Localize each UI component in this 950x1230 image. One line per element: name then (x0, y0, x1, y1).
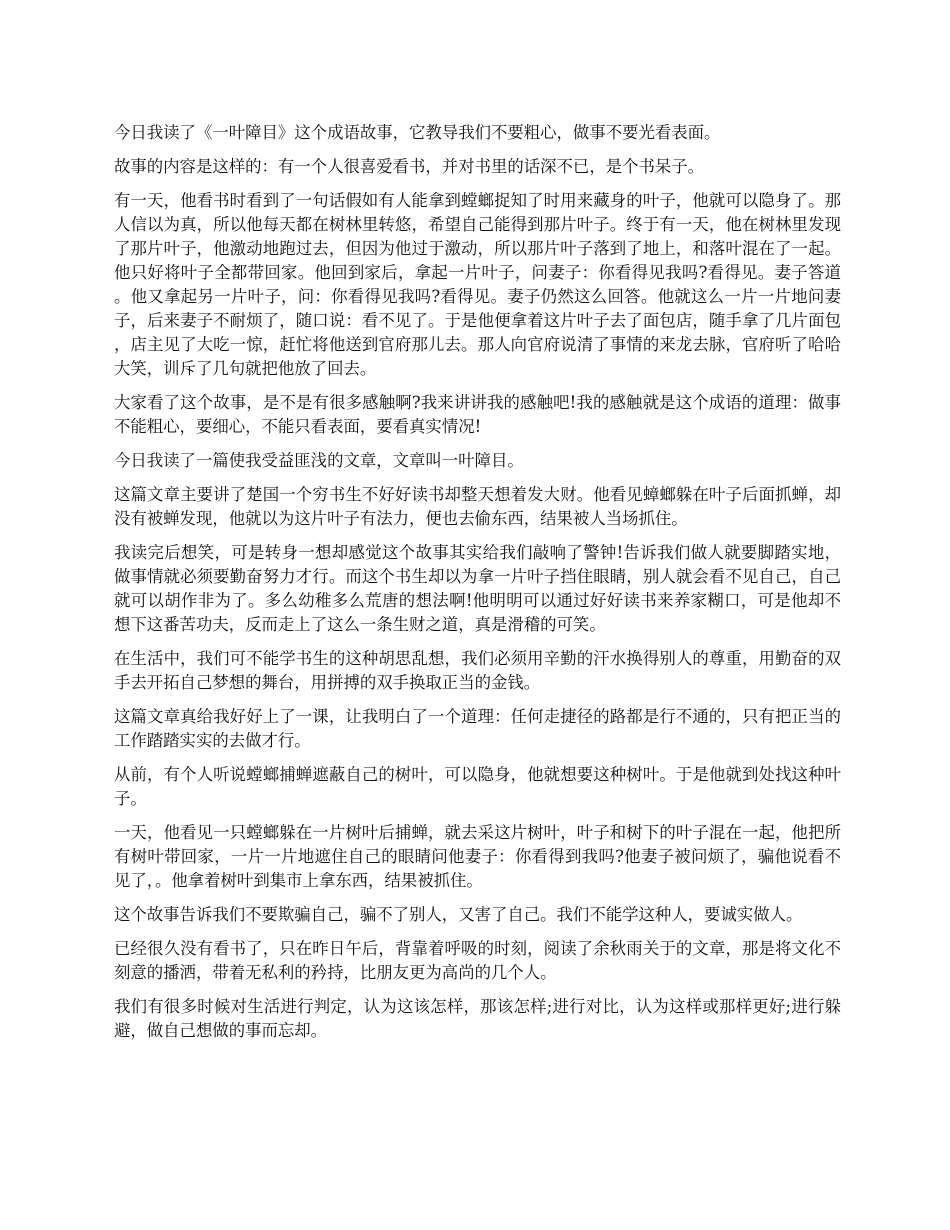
paragraph-10: 从前，有个人听说螳螂捕蝉遮蔽自己的树叶，可以隐身，他就想要这种树叶。于是他就到处找这种叶子。 (114, 765, 841, 808)
paragraph-12: 这个故事告诉我们不要欺骗自己，骗不了别人，又害了自己。我们不能学这种人，要诚实做人。 (114, 905, 803, 924)
paragraph-11: 一天，他看见一只螳螂躲在一片树叶后捕蝉，就去采这片树叶，叶子和树下的叶子混在一起，他把所有树叶带回家，一片一片地遮住自己的眼睛问他妻子：你看得到我吗?他妻子被问烦了，骗他说看不见了，。他拿着树叶到集市上拿东西，结果被抓住。 (114, 823, 841, 890)
paragraph-8: 在生活中，我们可不能学书生的这种胡思乱想，我们必须用辛勤的汗水换得别人的尊重，用勤奋的双手去开拓自己梦想的舞台，用拼搏的双手换取正当的金钱。 (114, 649, 841, 692)
paragraph-1: 今日我读了《一叶障目》这个成语故事，它教导我们不要粗心，做事不要光看表面。 (114, 123, 721, 142)
paragraph-4: 大家看了这个故事，是不是有很多感触啊?我来讲讲我的感触吧!我的感触就是这个成语的道理：做事不能粗心，要细心，不能只看表面，要看真实情况! (114, 393, 841, 436)
paragraph-3: 有一天，他看书时看到了一句话假如有人能拿到螳螂捉知了时用来藏身的叶子，他就可以隐身了。那人信以为真，所以他每天都在树林里转悠，希望自己能得到那片叶子。终于有一天，他在树林里发现了那片叶子，他激动地跑过去，但因为他过于激动，所以那片叶子落到了地上，和落叶混在了一起。他只好将叶子全都带回家。他回到家后，拿起一片叶子，问妻子：你看得见我吗?看得见。妻子答道。他又拿起另一片叶子，问：你看得见我吗?看得见。妻子仍然这么回答。他就这么一片一片地问妻子，后来妻子不耐烦了，随口说：看不见了。于是他便拿着这片叶子去了面包店，随手拿了几片面包，店主见了大吃一惊，赶忙将他送到官府那儿去。那人向官府说清了事情的来龙去脉，官府听了哈哈大笑，训斥了几句就把他放了回去。 (114, 191, 841, 378)
paragraph-13: 已经很久没有看书了，只在昨日午后，背靠着呼吸的时刻，阅读了余秋雨关于的文章，那是将文化不刻意的播洒，带着无私利的矜持，比朋友更为高尚的几个人。 (114, 939, 841, 982)
paragraph-5: 今日我读了一篇使我受益匪浅的文章，文章叫一叶障目。 (114, 451, 524, 470)
paragraph-6: 这篇文章主要讲了楚国一个穷书生不好好读书却整天想着发大财。他看见蟑螂躲在叶子后面抓蝉，却没有被蝉发现，他就以为这片叶子有法力，便也去偷东西，结果被人当场抓住。 (114, 485, 841, 528)
paragraph-9: 这篇文章真给我好好上了一课，让我明白了一个道理：任何走捷径的路都是行不通的，只有把正当的工作踏踏实实的去做才行。 (114, 707, 841, 750)
paragraph-2: 故事的内容是这样的：有一个人很喜爱看书，并对书里的话深不已，是个书呆子。 (114, 157, 705, 176)
paragraph-14: 我们有很多时候对生活进行判定，认为这该怎样，那该怎样;进行对比，认为这样或那样更好;进行躲避，做自己想做的事而忘却。 (114, 997, 841, 1040)
document-body (114, 121, 841, 1053)
paragraph-7: 我读完后想笑，可是转身一想却感觉这个故事其实给我们敲响了警钟!告诉我们做人就要脚踏实地，做事情就必须要勤奋努力才行。而这个书生却以为拿一片叶子挡住眼睛，别人就会看不见自己，自己就可以胡作非为了。多么幼稚多么荒唐的想法啊!他明明可以通过好好读书来养家糊口，可是他却不想下这番苦功夫，反而走上了这么一条生财之道，真是滑稽的可笑。 (114, 543, 841, 634)
